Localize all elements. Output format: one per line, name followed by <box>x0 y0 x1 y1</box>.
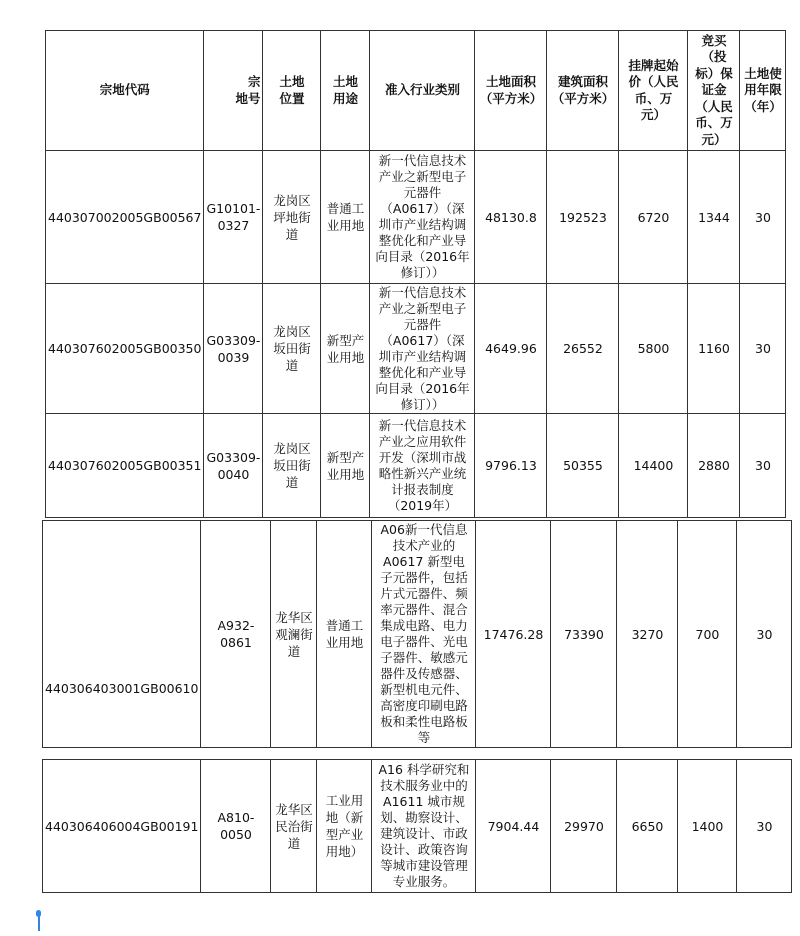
industry: A06新一代信息 技术产业的 A0617 新型电 子元器件，包括 片式元器件、频 率元器件、混合 集成电路、电力 电子器件、光电 子器件、敏感元 器件及传感器、 新型机电元件、 高密度印刷电路 板和柔性电路板 等 <box>372 521 476 748</box>
land-use: 普通工 业用地 <box>317 521 372 748</box>
land-area: 4649.96 <box>475 284 547 414</box>
term-years: 30 <box>740 284 786 414</box>
land-use: 工业用 地（新 型产业 用地） <box>317 760 372 893</box>
term-years: 30 <box>740 151 786 284</box>
building-area: 29970 <box>551 760 617 893</box>
term-years: 30 <box>737 760 792 893</box>
deposit: 2880 <box>688 414 740 518</box>
building-area: 50355 <box>547 414 619 518</box>
location: 龙岗区 坂田街 道 <box>263 284 321 414</box>
header-cell: 准入行业类别 <box>370 31 475 151</box>
term-years: 30 <box>740 414 786 518</box>
land-area: 9796.13 <box>475 414 547 518</box>
header-cell: 土地使 用年限 （年） <box>740 31 786 151</box>
deposit: 1400 <box>678 760 737 893</box>
land-area: 7904.44 <box>476 760 551 893</box>
land-area: 48130.8 <box>475 151 547 284</box>
building-area: 73390 <box>551 521 617 748</box>
parcel-code: 440306403001GB00610 <box>43 521 201 748</box>
table-row <box>43 760 792 893</box>
header-cell: 宗 地号 <box>204 31 263 151</box>
header-cell: 土地 用途 <box>321 31 370 151</box>
start-price: 14400 <box>619 414 688 518</box>
table-row <box>43 521 792 748</box>
parcel-number: G03309- 0039 <box>204 284 263 414</box>
parcel-number: A810- 0050 <box>201 760 271 893</box>
start-price: 5800 <box>619 284 688 414</box>
start-price: 6720 <box>619 151 688 284</box>
land-area: 17476.28 <box>476 521 551 748</box>
land-use: 新型产 业用地 <box>321 284 370 414</box>
parcel-code: 440307002005GB00567 <box>46 151 204 284</box>
header-cell: 建筑面积 （平方米） <box>547 31 619 151</box>
building-area: 26552 <box>547 284 619 414</box>
industry: 新一代信息技术 产业之新型电子 元器件 （A0617）（深 圳市产业结构调 整优化和产业导 向目录（2016年 修订）） <box>370 151 475 284</box>
table-row <box>46 414 786 518</box>
land-table-page3 <box>42 759 792 893</box>
location: 龙岗区 坂田街 道 <box>263 414 321 518</box>
table-header-row <box>46 31 786 151</box>
industry: A16 科学研究和 技术服务业中的 A1611 城市规 划、勘察设计、 建筑设计、市政 设计、政策咨询 等城市建设管理 专业服务。 <box>372 760 476 893</box>
location: 龙华区 民治街 道 <box>271 760 317 893</box>
land-use: 普通工 业用地 <box>321 151 370 284</box>
land-use: 新型产 业用地 <box>321 414 370 518</box>
header-cell: 土地 位置 <box>263 31 321 151</box>
start-price: 3270 <box>617 521 678 748</box>
table-row <box>46 151 786 284</box>
table-row <box>46 284 786 414</box>
industry: 新一代信息技术 产业之新型电子 元器件 （A0617）（深 圳市产业结构调 整优化和产业导 向目录（2016年 修订）） <box>370 284 475 414</box>
deposit: 1344 <box>688 151 740 284</box>
deposit: 1160 <box>688 284 740 414</box>
header-cell: 竞买 （投 标）保 证金 （人民 币、万 元） <box>688 31 740 151</box>
parcel-code: 440306406004GB00191 <box>43 760 201 893</box>
start-price: 6650 <box>617 760 678 893</box>
term-years: 30 <box>737 521 792 748</box>
header-cell: 挂牌起始 价（人民 币、万 元） <box>619 31 688 151</box>
parcel-number: G10101- 0327 <box>204 151 263 284</box>
deposit: 700 <box>678 521 737 748</box>
parcel-number: A932- 0861 <box>201 521 271 748</box>
header-cell: 宗地代码 <box>46 31 204 151</box>
location: 龙华区 观澜街 道 <box>271 521 317 748</box>
parcel-code: 440307602005GB00351 <box>46 414 204 518</box>
building-area: 192523 <box>547 151 619 284</box>
land-table-page1 <box>45 30 786 518</box>
header-cell: 土地面积 （平方米） <box>475 31 547 151</box>
land-table-page2 <box>42 520 792 748</box>
text-cursor-handle-icon[interactable] <box>36 910 40 932</box>
location: 龙岗区 坪地街 道 <box>263 151 321 284</box>
parcel-code: 440307602005GB00350 <box>46 284 204 414</box>
industry: 新一代信息技术 产业之应用软件 开发（深圳市战 略性新兴产业统 计报表制度 （2019年） <box>370 414 475 518</box>
parcel-number: G03309- 0040 <box>204 414 263 518</box>
